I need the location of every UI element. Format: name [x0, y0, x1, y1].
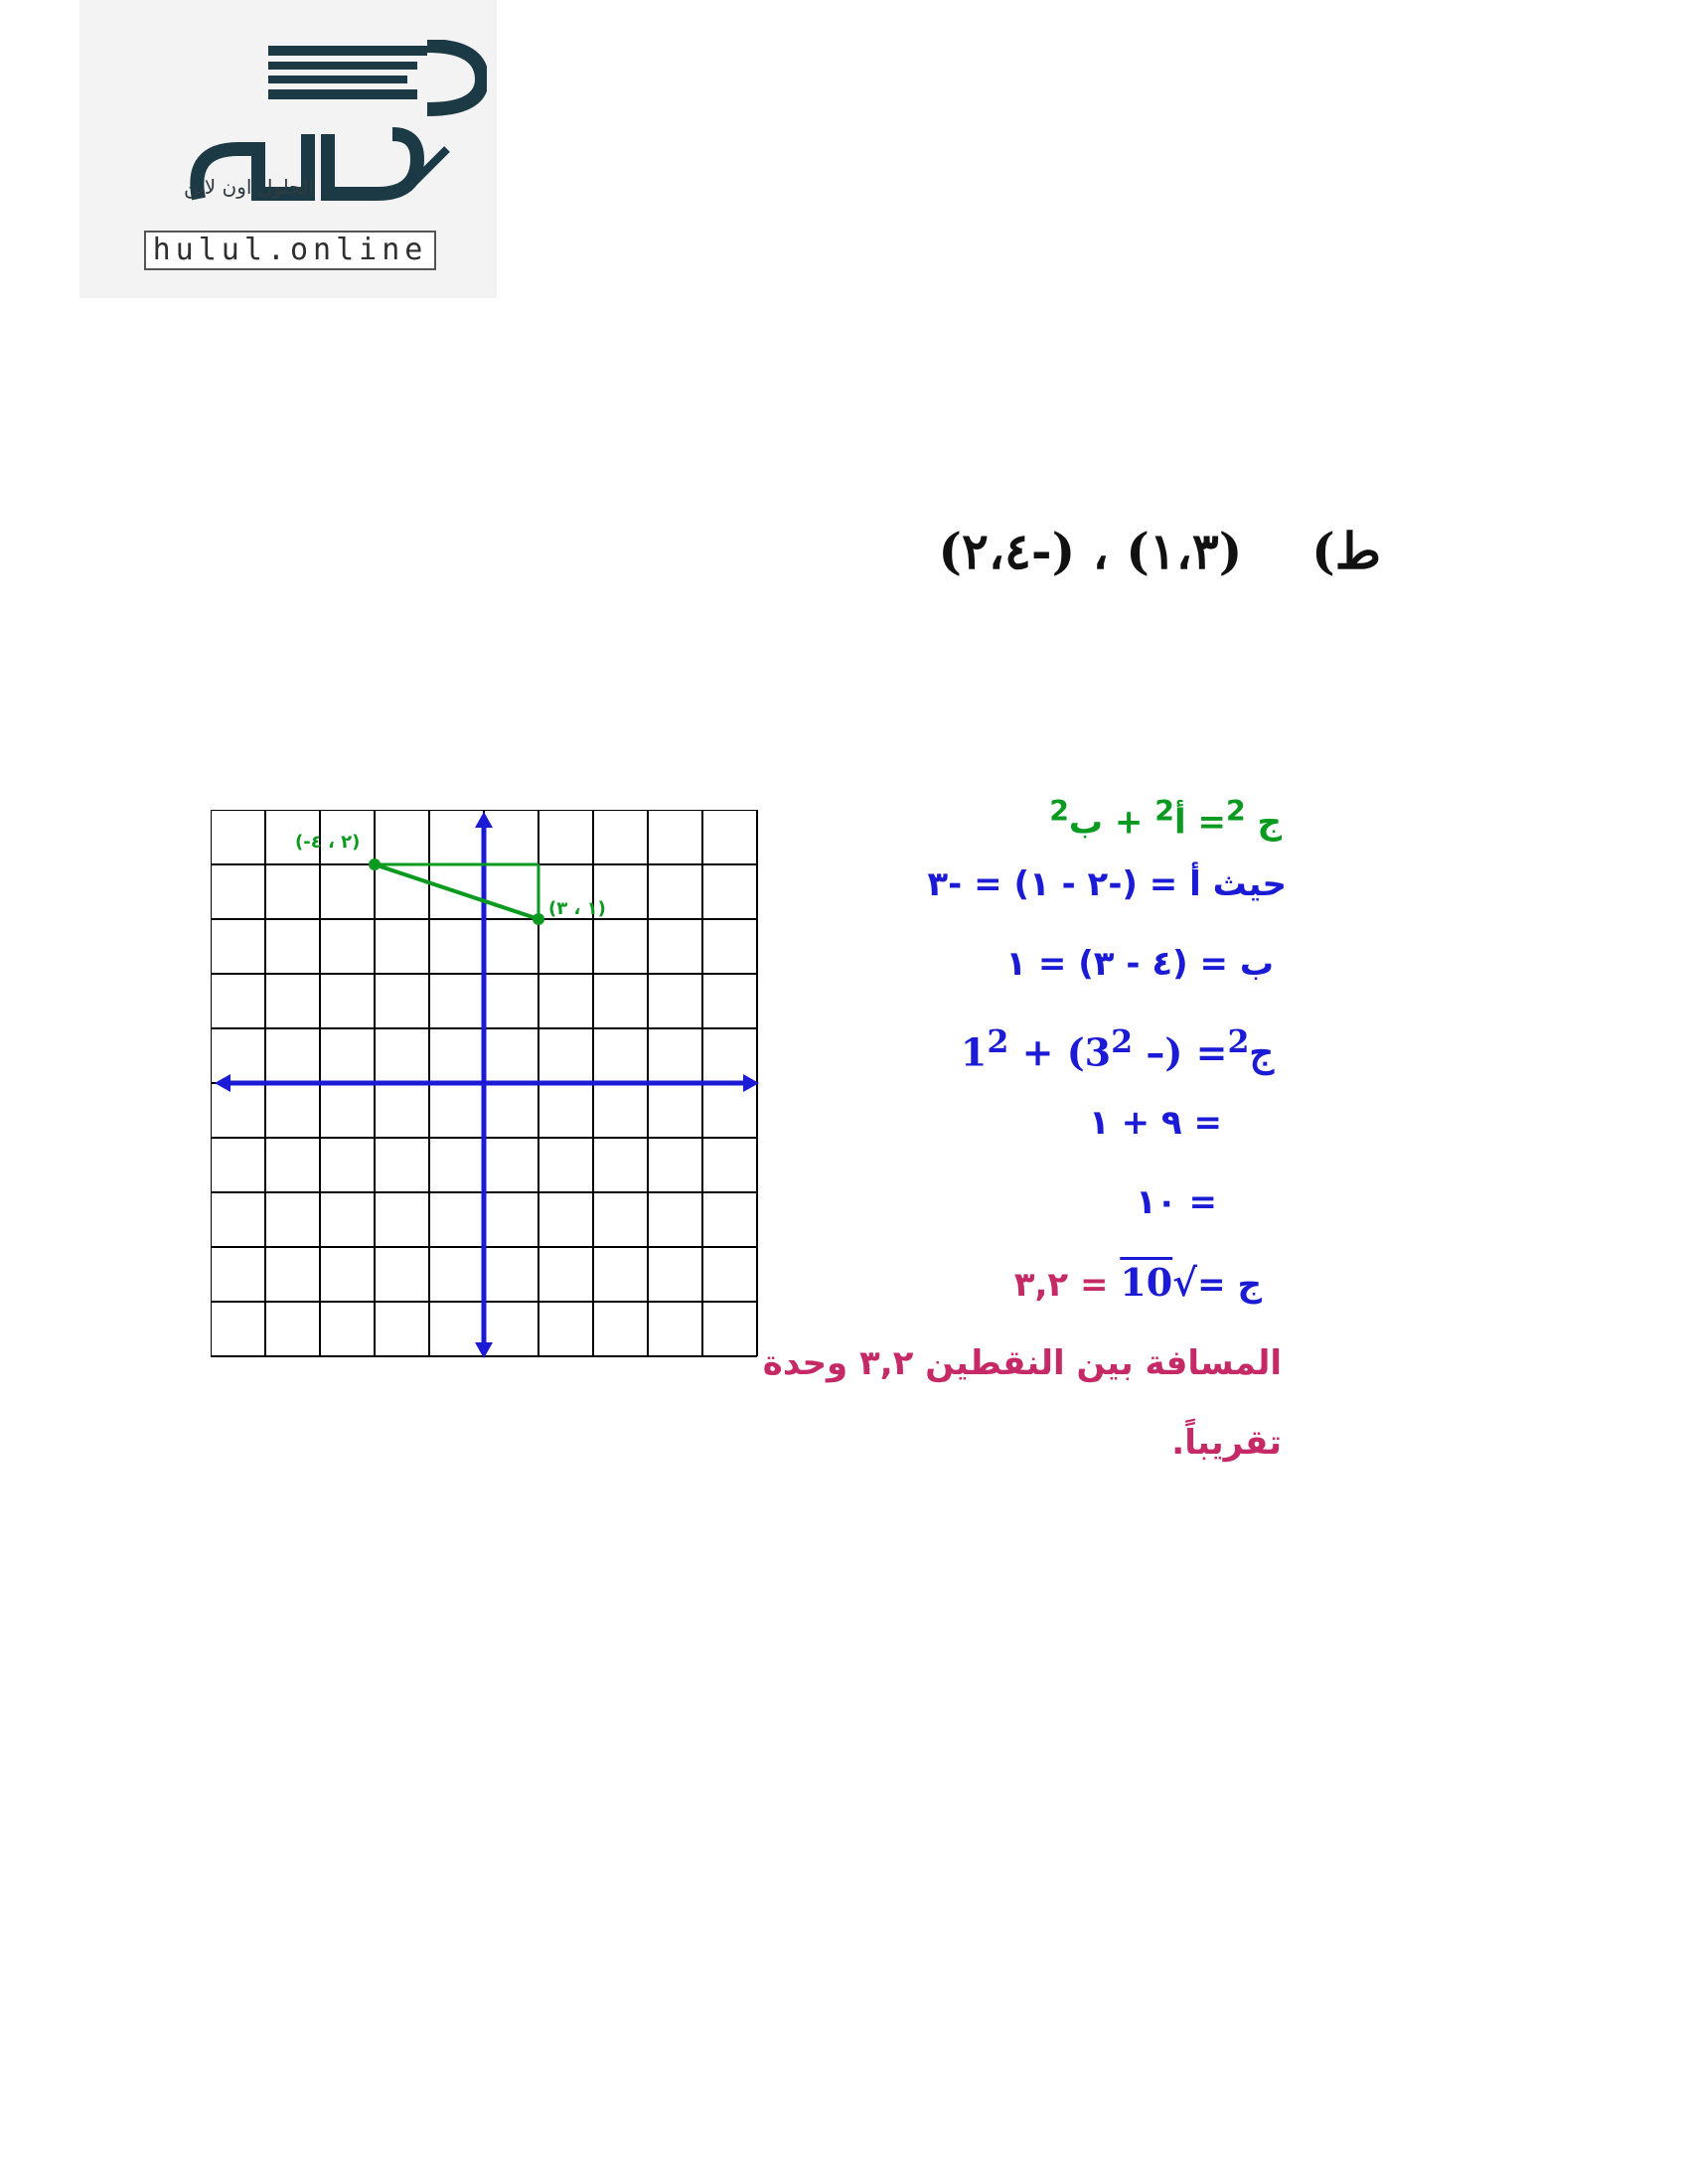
- point-b-label: (١ ، ٣): [548, 898, 606, 919]
- conclusion-line-1: المسافة بين النقطين ٣,٢ وحدة: [762, 1343, 1282, 1383]
- logo: [79, 0, 497, 298]
- step-a: حيث أ = (-٢ - ١) = -٣: [927, 864, 1287, 904]
- triangle: [375, 864, 538, 919]
- point-a-label: (-٢ ، ٤): [295, 832, 361, 853]
- distance-segment: [375, 864, 538, 919]
- step-c-squared: ج$^2$= (– $3^2) + 1^2$: [960, 1023, 1274, 1075]
- step-root: ج =√10 = ٣,٢: [1013, 1260, 1262, 1305]
- coordinate-grid: [211, 810, 767, 1366]
- logo-url: hulul.online: [144, 231, 436, 270]
- step-b: ب = (٤ - ٣) = ١: [1005, 944, 1274, 984]
- conclusion-line-2: تقريباً.: [1171, 1423, 1282, 1463]
- question-points: (١،٣) ، (-٢،٤): [938, 522, 1243, 580]
- step-sum: = ٩ + ١: [1088, 1103, 1222, 1143]
- question-heading: [938, 522, 1381, 580]
- axes: [215, 812, 759, 1358]
- formula-line: ج $^2$= أ$^2$ + ب$^2$: [1049, 795, 1282, 843]
- point-b: [533, 913, 544, 925]
- x-axis-arrow-left: [215, 1074, 230, 1092]
- point-a: [369, 858, 381, 870]
- question-label: ط): [1311, 522, 1381, 580]
- step-total: = ١٠: [1136, 1182, 1217, 1222]
- logo-tagline: الحلول اون لاين: [184, 175, 314, 199]
- y-axis-arrow-up: [475, 812, 493, 828]
